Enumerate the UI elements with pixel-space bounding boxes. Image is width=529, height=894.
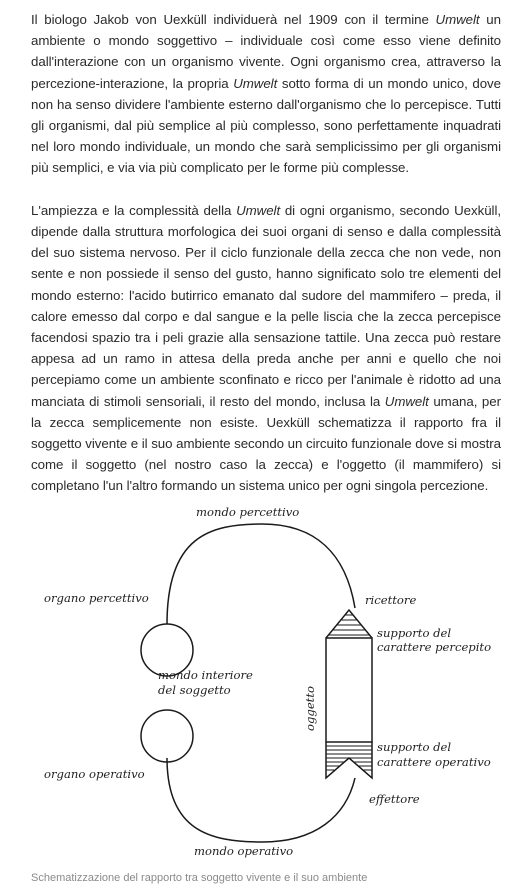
label-ricettore: ricettore xyxy=(365,593,417,607)
figure-caption: Schematizzazione del rapporto tra soggetto vivente e il suo ambiente xyxy=(31,872,368,884)
label-organo-operativo: organo operativo xyxy=(44,767,145,781)
label-organo-percettivo: organo percettivo xyxy=(44,591,149,605)
operative-world-arc xyxy=(167,758,355,842)
label-supporto-percepito-line1: supporto del xyxy=(377,626,452,640)
paragraph-2-umwelt-term-2: Umwelt xyxy=(384,393,429,409)
effector-hatching xyxy=(326,746,372,770)
paragraph-1-text-c: sotto forma di un mondo unico, dove non ha senso dividere l'ambiente esterno dall'organismo che lo percepisce. Tutti gli organismi, dal più semplice al più complesso, sono perfettamente inquadrati nel loro mondo individuale, un mondo che sarà semplicissimo per gli organismi più semplici, e via via più complicato per le forme più complesse. xyxy=(31,75,501,176)
receptor-hatched-roof xyxy=(326,610,372,638)
object-body xyxy=(326,638,372,742)
effector-hatched-notch xyxy=(326,742,372,778)
paragraph-2-text-b: di ogni organismo, secondo Uexküll, dipende dalla struttura morfologica dei suoi organi di senso e dalla complessità del suo sistema nervoso. Per il ciclo funzionale della zecca che non vede, non sente e non possiede il senso del gusto, hanno significato solo tre elementi del mondo esterno: l'acido butirrico emanato dal sudore del mammifero – preda, il calore emesso dal corpo e dal sangue e la pelle liscia che la zecca percepisce facendosi spazio tra i peli grazie alla sensazione tattile. Una zecca può restare appesa ad un ramo in attesa della preda anche per anni e quello che noi percepiamo come un ambiente sconfinato e ricco per l'animale è ridotto ad una manciata di stimoli sensoriali, il resto del mondo, inclusa la xyxy=(31,202,501,409)
operative-organ-circle xyxy=(141,710,193,762)
label-mondo-interiore-line2: del soggetto xyxy=(158,683,231,697)
label-mondo-operativo: mondo operativo xyxy=(194,844,294,858)
article-body xyxy=(31,9,501,497)
paragraph-tick-example xyxy=(31,200,501,497)
paragraph-2-umwelt-term: Umwelt xyxy=(236,202,281,218)
label-supporto-operativo-line2: carattere operativo xyxy=(377,755,491,769)
paragraph-1-umwelt-term-2: Umwelt xyxy=(233,75,278,91)
receptor-hatching xyxy=(329,615,369,635)
paragraph-1-text-a: Il biologo Jakob von Uexküll individuerà nel 1909 con il termine xyxy=(31,12,436,27)
label-effettore: effettore xyxy=(369,792,420,806)
paragraph-2-text-c: umana, per la zecca semplicemente non esiste. Uexküll schematizza il rapporto fra il soggetto vivente e il suo ambiente secondo un circuito funzionale dove si mostra come il soggetto (nel nostro caso la zecca) e l'oggetto (il mammifero) si completano l'un l'altro formando un sistema unico per ogni singola percezione. xyxy=(31,393,501,494)
functional-circle-diagram xyxy=(0,496,529,866)
label-mondo-percettivo: mondo percettivo xyxy=(196,505,300,519)
diagram-svg xyxy=(0,496,529,866)
label-supporto-percepito-line2: carattere percepito xyxy=(377,640,492,654)
perceptive-world-arc xyxy=(167,524,355,624)
paragraph-2-text-a: L'ampiezza e la complessità della xyxy=(31,202,237,218)
label-supporto-operativo-line1: supporto del xyxy=(377,740,452,754)
label-mondo-interiore-line1: mondo interiore xyxy=(158,668,253,682)
paragraph-1-text-b: un ambiente o mondo soggettivo – individuale così come esso viene definito dall'interazione con un organismo vivente. Ogni organismo crea, attraverso la percezione-interazione, la propria xyxy=(31,12,501,91)
paragraph-1-umwelt-term: Umwelt xyxy=(435,12,480,27)
label-oggetto: oggetto xyxy=(303,686,317,731)
paragraph-umwelt-definition xyxy=(31,9,501,179)
